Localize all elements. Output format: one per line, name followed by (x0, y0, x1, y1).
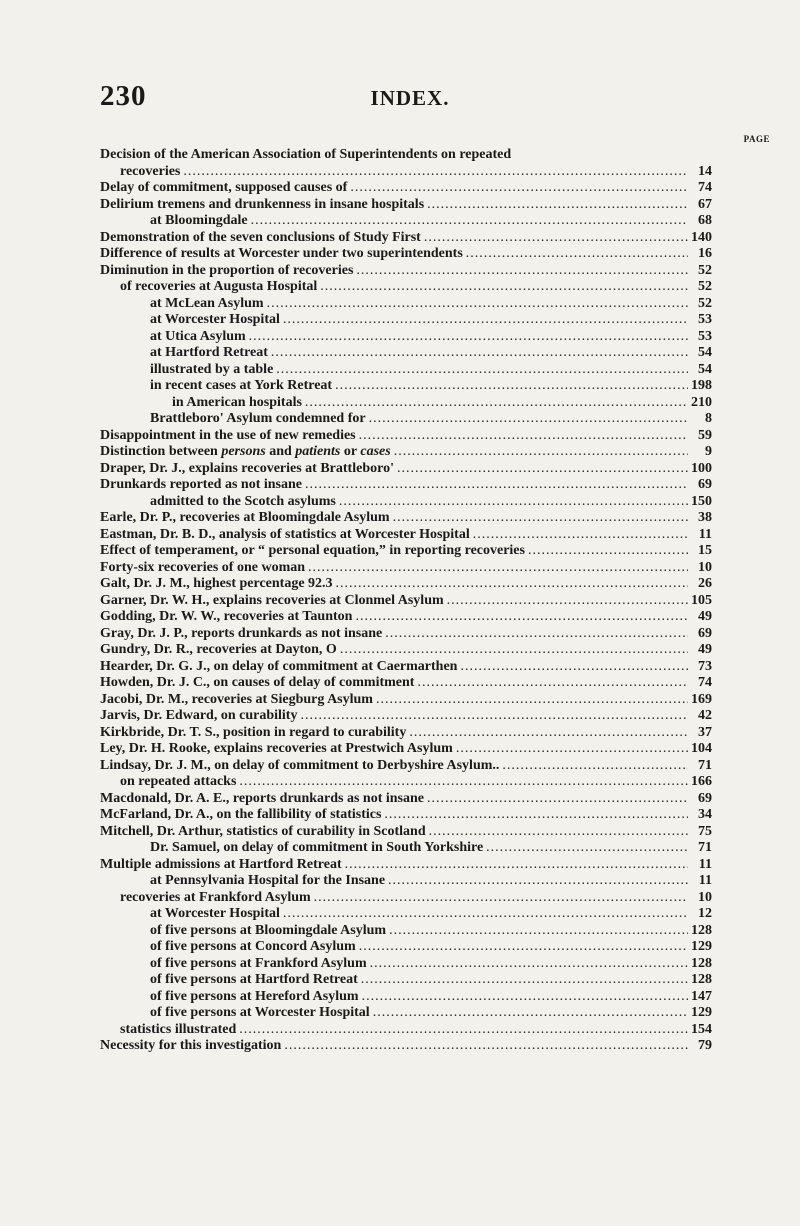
dot-leader (426, 824, 688, 841)
index-entry (100, 1022, 712, 1039)
index-entry-page: 150 (691, 493, 712, 509)
index-entry-page: 38 (698, 510, 712, 525)
index-entry (100, 824, 712, 841)
index-entry (100, 345, 712, 362)
index-entry-page: 12 (698, 906, 712, 921)
index-entry (100, 1038, 712, 1055)
index-entry (100, 461, 712, 478)
index-entry (100, 246, 712, 263)
index-entry-text: recoveries at Frankford Asylum (120, 889, 311, 905)
index-entry-page: 128 (691, 955, 712, 971)
index-entry-page: 210 (691, 394, 712, 410)
index-entry (100, 692, 712, 709)
index-entry-text: on repeated attacks (120, 774, 237, 789)
index-entry-page: 140 (691, 229, 712, 245)
index-entry (100, 312, 712, 329)
dot-leader (394, 461, 688, 478)
dot-leader (483, 840, 688, 857)
index-entry-page: 9 (705, 444, 712, 459)
dot-leader (347, 180, 688, 197)
dot-leader (373, 692, 688, 709)
index-entry (100, 807, 712, 824)
index-entry-text: admitted to the Scotch asylums (150, 493, 336, 509)
index-entry-page: 52 (698, 262, 712, 278)
index-entry-text: at Bloomingdale (150, 213, 248, 228)
index-entry-page: 26 (698, 576, 712, 591)
index-entry (100, 411, 712, 428)
index-entry (100, 873, 712, 890)
dot-leader (353, 263, 688, 280)
dot-leader (370, 1005, 688, 1022)
index-entry-page: 129 (691, 939, 712, 954)
index-entry-page: 37 (698, 724, 712, 740)
index-entry-list (100, 147, 712, 1055)
index-entry-page: 198 (691, 378, 712, 393)
index-entry (100, 890, 712, 907)
dot-leader (337, 642, 688, 659)
index-entry-page: 129 (691, 1005, 712, 1020)
index-entry-text: statistics illustrated (120, 1021, 237, 1037)
index-entry-page: 42 (698, 708, 712, 723)
index-entry (100, 906, 712, 923)
index-entry-page: 16 (698, 246, 712, 261)
index-entry-text: McFarland, Dr. A., on the fallibility of statistics (100, 807, 382, 822)
index-entry (100, 362, 712, 379)
index-entry-page: 68 (698, 213, 712, 228)
dot-leader (453, 741, 688, 758)
index-entry (100, 725, 712, 742)
index-entry-page: 67 (698, 196, 712, 212)
dot-leader (382, 626, 688, 643)
index-entry (100, 956, 712, 973)
dot-leader (246, 329, 688, 346)
index-entry (100, 395, 712, 412)
entry-text-part: Distinction between (100, 444, 222, 459)
index-entry-text: Demonstration of the seven conclusions of Study First (100, 229, 421, 245)
dot-leader (317, 279, 688, 296)
index-entry-page: 52 (698, 295, 712, 311)
index-entry-text: Delay of commitment, supposed causes of (100, 180, 348, 195)
index-entry (100, 543, 712, 560)
index-entry (100, 147, 712, 164)
index-entry (100, 213, 712, 230)
index-entry-text: Brattleboro' Asylum condemned for (150, 411, 366, 426)
index-entry (100, 576, 712, 593)
index-entry (100, 296, 712, 313)
dot-leader (332, 378, 688, 395)
index-entry-text: Diminution in the proportion of recoveries (100, 262, 354, 278)
index-entry-page: 154 (691, 1021, 712, 1037)
page-title: INDEX. (370, 86, 450, 110)
index-entry (100, 741, 712, 758)
index-entry-text: of five persons at Hartford Retreat (150, 972, 358, 987)
index-entry (100, 939, 712, 956)
dot-leader (463, 246, 688, 263)
index-entry (100, 593, 712, 610)
index-entry-text: of five persons at Frankford Asylum (150, 955, 367, 971)
dot-leader (421, 230, 688, 247)
index-entry-page: 73 (698, 658, 712, 674)
index-entry-page: 166 (691, 774, 712, 789)
dot-leader (352, 609, 688, 626)
index-entry (100, 857, 712, 874)
index-entry (100, 659, 712, 676)
index-entry-text: at Worcester Hospital (150, 906, 280, 921)
index-entry-text: Hearder, Dr. G. J., on delay of commitment at Caermarthen (100, 658, 458, 674)
index-entry-page: 49 (698, 609, 712, 624)
index-entry-text: at Pennsylvania Hospital for the Insane (150, 873, 386, 888)
dot-leader (385, 873, 688, 890)
dot-leader (280, 906, 688, 923)
index-entry-text: Effect of temperament, or “ personal equation,” in reporting recoveries (100, 543, 525, 558)
dot-leader (311, 890, 688, 907)
index-entry (100, 626, 712, 643)
entry-text-part: and (265, 444, 296, 459)
index-entry-page: 169 (691, 691, 712, 707)
dot-leader (525, 543, 688, 560)
index-entry-text: Delirium tremens and drunkenness in insane hospitals (100, 196, 425, 212)
dot-leader (342, 857, 688, 874)
dot-leader (457, 659, 688, 676)
dot-leader (302, 395, 688, 412)
dot-leader (406, 725, 688, 742)
index-entry-page: 11 (698, 856, 712, 872)
index-entry-text: Forty-six recoveries of one woman (100, 559, 306, 575)
index-entry-page: 54 (698, 361, 712, 377)
index-entry (100, 642, 712, 659)
index-entry-text: Kirkbride, Dr. T. S., position in regard to curability (100, 724, 407, 740)
index-entry-text: Galt, Dr. J. M., highest percentage 92.3 (100, 576, 333, 591)
dot-leader (391, 444, 688, 461)
index-entry-page: 100 (691, 460, 712, 476)
index-entry-page: 69 (698, 477, 712, 492)
index-entry-text: Gray, Dr. J. P., reports drunkards as not insane (100, 625, 383, 641)
index-entry-text: of five persons at Hereford Asylum (150, 988, 359, 1004)
index-entry-page: 71 (698, 840, 712, 855)
index-entry (100, 560, 712, 577)
index-entry-page: 69 (698, 790, 712, 806)
index-entry (100, 527, 712, 544)
dot-leader (302, 477, 688, 494)
index-entry-page: 15 (698, 543, 712, 558)
index-entry-page: 54 (698, 345, 712, 360)
index-entry-page: 10 (698, 889, 712, 905)
page-header (100, 80, 720, 124)
index-entry-text: Decision of the American Association of Superintendents on repeated (100, 147, 512, 162)
dot-leader (390, 510, 688, 527)
index-entry-text: Ley, Dr. H. Rooke, explains recoveries at Prestwich Asylum (100, 741, 453, 756)
index-entry (100, 840, 712, 857)
index-entry (100, 791, 712, 808)
italic-term: cases (360, 444, 391, 459)
dot-leader (470, 527, 688, 544)
index-entry-text: in American hospitals (172, 394, 302, 410)
dot-leader (366, 411, 688, 428)
index-entry-page: 128 (691, 922, 712, 938)
index-entry-text: Necessity for this investigation (100, 1038, 282, 1053)
index-entry-page: 8 (705, 411, 712, 426)
index-entry-page: 71 (698, 757, 712, 773)
dot-leader (336, 494, 688, 511)
dot-leader (367, 956, 688, 973)
index-entry (100, 510, 712, 527)
index-entry-text: of five persons at Bloomingdale Asylum (150, 922, 387, 938)
index-entry-text: Godding, Dr. W. W., recoveries at Taunton (100, 609, 353, 624)
index-entry-text: Garner, Dr. W. H., explains recoveries at Clonmel Asylum (100, 592, 444, 608)
dot-leader (381, 807, 688, 824)
index-entry (100, 774, 712, 791)
index-entry-text (100, 444, 391, 461)
index-entry-text: at McLean Asylum (150, 295, 264, 311)
index-entry-text: at Worcester Hospital (150, 312, 280, 327)
index-entry (100, 609, 712, 626)
index-entry-text: in recent cases at York Retreat (150, 378, 333, 393)
index-entry (100, 428, 712, 445)
index-entry-text: Lindsay, Dr. J. M., on delay of commitment to Derbyshire Asylum.. (100, 757, 500, 773)
dot-leader (424, 791, 688, 808)
dot-leader (424, 197, 688, 214)
index-entry-page: 53 (698, 312, 712, 327)
index-entry-page: 52 (698, 279, 712, 294)
index-entry (100, 477, 712, 494)
index-entry-text: recoveries (120, 163, 181, 179)
index-entry-page: 104 (691, 741, 712, 756)
index-entry-page: 34 (698, 807, 712, 822)
dot-leader (273, 362, 688, 379)
dot-leader (297, 708, 688, 725)
index-entry (100, 263, 712, 280)
italic-term: patients (295, 444, 341, 459)
index-entry (100, 444, 712, 461)
index-entry (100, 329, 712, 346)
index-entry-text: illustrated by a table (150, 361, 274, 377)
index-entry (100, 923, 712, 940)
dot-leader (281, 1038, 688, 1055)
index-entry (100, 989, 712, 1006)
index-entry-text: Earle, Dr. P., recoveries at Bloomingdale Asylum (100, 510, 390, 525)
index-entry-page: 59 (698, 427, 712, 443)
dot-leader (236, 774, 688, 791)
index-entry (100, 494, 712, 511)
index-entry-page: 53 (698, 328, 712, 344)
dot-leader (280, 312, 688, 329)
index-entry-text: of five persons at Concord Asylum (150, 939, 356, 954)
dot-leader (264, 296, 688, 313)
index-entry-page: 75 (698, 823, 712, 839)
index-entry-page: 79 (698, 1038, 712, 1053)
index-entry-text: Jarvis, Dr. Edward, on curability (100, 708, 298, 723)
index-entry-text: of five persons at Worcester Hospital (150, 1005, 370, 1020)
index-entry-text: Draper, Dr. J., explains recoveries at Brattleboro' (100, 460, 394, 476)
index-entry-text: Multiple admissions at Hartford Retreat (100, 856, 342, 872)
index-entry-page: 147 (691, 988, 712, 1004)
index-entry (100, 230, 712, 247)
index-entry (100, 758, 712, 775)
index-entry-page: 69 (698, 625, 712, 641)
dot-leader (305, 560, 688, 577)
index-entry-text: Difference of results at Worcester under two superintendents (100, 246, 463, 261)
dot-leader (180, 164, 688, 181)
dot-leader (414, 675, 688, 692)
index-entry-text: Disappointment in the use of new remedies (100, 427, 356, 443)
index-entry-text: at Hartford Retreat (150, 345, 268, 360)
index-entry (100, 164, 712, 181)
index-entry-page: 128 (691, 972, 712, 987)
index-entry (100, 708, 712, 725)
dot-leader (333, 576, 688, 593)
entry-text-part: or (340, 444, 361, 459)
dot-leader (499, 758, 688, 775)
dot-leader (356, 939, 688, 956)
index-entry (100, 378, 712, 395)
index-entry-text: Gundry, Dr. R., recoveries at Dayton, O (100, 642, 337, 657)
dot-leader (236, 1022, 688, 1039)
index-entry-text: of recoveries at Augusta Hospital (120, 279, 318, 294)
dot-leader (356, 428, 688, 445)
index-entry-text: Drunkards reported as not insane (100, 477, 302, 492)
page-column-label: PAGE (743, 134, 770, 144)
index-entry (100, 197, 712, 214)
index-entry (100, 972, 712, 989)
index-entry-page: 74 (698, 180, 712, 195)
index-entry-text: Eastman, Dr. B. D., analysis of statistics at Worcester Hospital (100, 526, 470, 542)
dot-leader (444, 593, 688, 610)
italic-term: persons (221, 444, 266, 459)
index-entry (100, 279, 712, 296)
index-entry-text: Jacobi, Dr. M., recoveries at Siegburg Asylum (100, 691, 373, 707)
index-entry-page: 14 (698, 163, 712, 179)
index-entry-page: 105 (691, 592, 712, 608)
index-entry-page: 10 (698, 559, 712, 575)
dot-leader (386, 923, 688, 940)
index-entry-text: Dr. Samuel, on delay of commitment in South Yorkshire (150, 840, 484, 855)
index-entry-page: 11 (698, 873, 712, 888)
page-number: 230 (100, 80, 147, 112)
index-entry-text: Macdonald, Dr. A. E., reports drunkards as not insane (100, 790, 425, 806)
dot-leader (268, 345, 688, 362)
index-entry-text: at Utica Asylum (150, 328, 246, 344)
index-entry-page: 49 (698, 642, 712, 657)
index-entry (100, 1005, 712, 1022)
index-entry-text: Mitchell, Dr. Arthur, statistics of curability in Scotland (100, 823, 426, 839)
index-entry-page: 11 (698, 526, 712, 542)
dot-leader (359, 989, 688, 1006)
index-entry (100, 675, 712, 692)
dot-leader (358, 972, 688, 989)
dot-leader (248, 213, 688, 230)
index-entry-page: 74 (698, 675, 712, 690)
index-entry (100, 180, 712, 197)
index-entry-text: Howden, Dr. J. C., on causes of delay of commitment (100, 675, 415, 690)
